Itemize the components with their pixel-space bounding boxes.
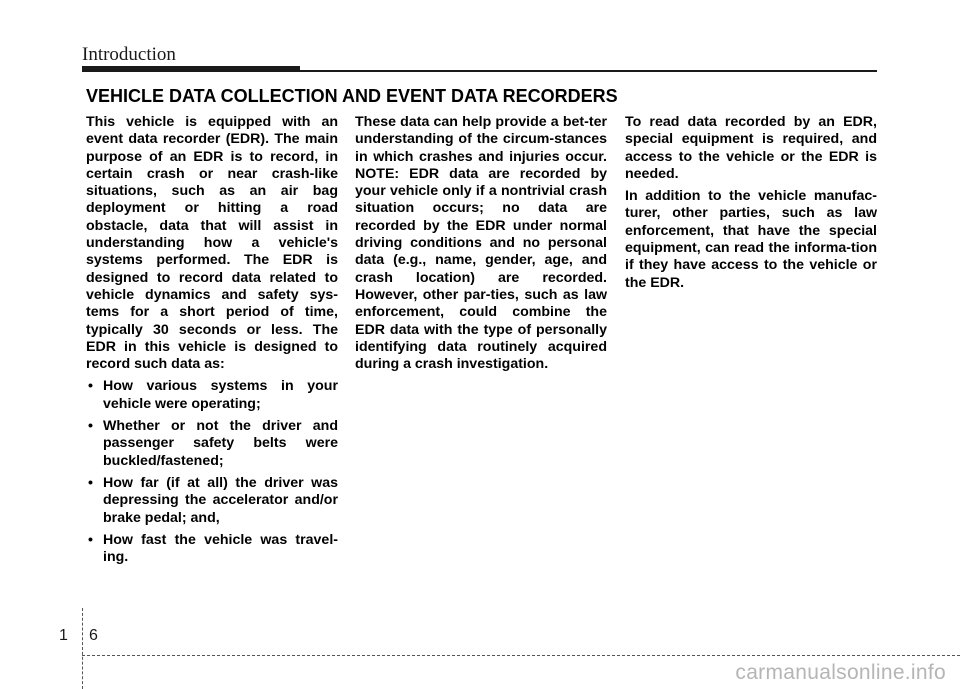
page-number: 6 [89, 627, 98, 644]
list-item-text: How fast the vehicle was travel-ing. [103, 531, 338, 566]
footer-vertical-rule [82, 608, 83, 689]
column-2-paragraph: These data can help provide a bet-ter understanding of the circum-stances in which crashes and injuries occur. NOTE: EDR data are recorded by your vehicle only if a nontrivial crash situation occurs; no data are recorded by the EDR under normal driving conditions and no personal data (e.g., name, gender, age, and crash location) are recorded. However, other par-ties, such as law enforcement, could combine the EDR data with the type of personally identifying data routinely acquired during a crash investigation. [355, 114, 607, 373]
column-2 [355, 114, 607, 378]
header-rule-thick [82, 66, 300, 72]
list-item [86, 532, 338, 567]
list-item-text: Whether or not the driver and passenger safety belts were buckled/fastened; [103, 418, 338, 469]
page-chapter-number: 1 [59, 627, 68, 644]
column-3 [625, 114, 877, 297]
list-item [86, 475, 338, 527]
bullet-icon: • [88, 418, 93, 435]
list-item-text: How various systems in your vehicle were operating; [103, 378, 338, 412]
list-item [86, 378, 338, 413]
list-item-text: How far (if at all) the driver was depressing the accelerator and/or brake pedal; and, [103, 474, 338, 526]
bullet-list [86, 378, 338, 566]
column-3-paragraph-1: To read data recorded by an EDR, special equipment is required, and access to the vehicle or the EDR is needed. [625, 114, 877, 182]
bullet-icon: • [88, 378, 93, 395]
chapter-title: VEHICLE DATA COLLECTION AND EVENT DATA RECORDERS [86, 86, 618, 106]
watermark-text: carmanualsonline.info [735, 661, 946, 684]
column-1 [86, 114, 338, 571]
footer-horizontal-rule [82, 655, 960, 656]
header-rule-thin [300, 70, 877, 72]
bullet-icon: • [88, 531, 93, 548]
column-1-paragraph: This vehicle is equipped with an event data recorder (EDR). The main purpose of an EDR is to record, in certain crash or near crash-like situations, such as an air bag deployment or hitting a road obstacle, data that will assist in understanding how a vehicle's systems performed. The EDR is designed to record data related to vehicle dynamics and safety sys-tems for a short period of time, typically 30 seconds or less. The EDR in this vehicle is designed to record such data as: [86, 114, 338, 373]
section-label: Introduction [82, 44, 176, 65]
column-3-paragraph-2: In addition to the vehicle manufac-turer, other parties, such as law enforcement, that have the special equipment, can read the informa-tion if they have access to the vehicle or the EDR. [625, 188, 877, 291]
bullet-icon: • [88, 474, 93, 491]
list-item [86, 418, 338, 470]
